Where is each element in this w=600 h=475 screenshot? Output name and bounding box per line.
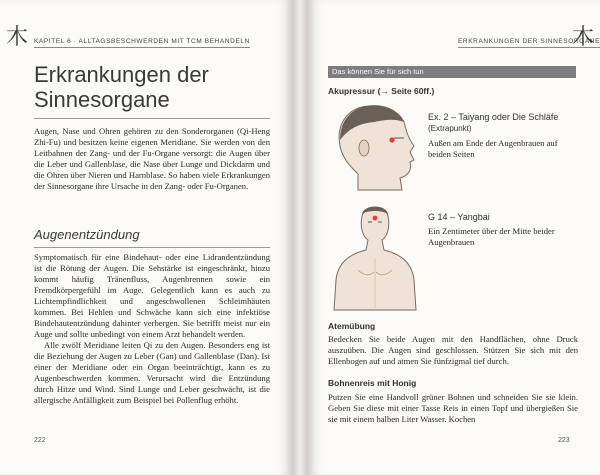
page-number: 222 xyxy=(34,437,46,444)
subheading-rule xyxy=(34,247,270,248)
running-header: ERKRANKUNGEN DER SINNESORGANE xyxy=(458,38,600,48)
point-1-description: Außen am Ende der Augenbrauen auf beiden Seiten xyxy=(428,138,558,159)
paragraph-2: Symptomatisch für eine Bindehaut- oder eine Lidrandentzündung ist die Rötung der Augen. Die Sehstärke ist eingeschränkt, hinzu kommt häufig Tränenfluss, Augenbrennen sowie ein Fremdkörpergefühl im Auge. Gelegentlich kann es auch zu Lichtempfindlichkeit und angeschwollenen Schleimhäuten kommen. Bei Hehlen und Schwäche kann sich eine infektiöse Bindehautentzündung dahinter verbergen. Sie betrifft meist nur ein Auge und sollte unbedingt von einem Arzt behandelt werden. xyxy=(34,252,270,339)
torso-front-icon xyxy=(328,200,423,312)
chinese-glyph-icon: 木 xyxy=(572,25,595,50)
title-rule xyxy=(34,118,270,119)
taiyang-point-marker xyxy=(389,137,394,142)
point-2-description: Ein Zentimeter über der Mitte beider Augenbrauen xyxy=(428,226,555,247)
chinese-glyph-icon: 木 xyxy=(6,25,29,50)
paragraph-3: Alle zwölf Meridiane leiten Qi zu den Augen. Besonders eng ist die Beziehung der Augen zu Leber (Gan) und Gallenblase (Dan). Ist einer der Meridiane oder ein Organ beeinträchtigt, kann es zu Augenbeschwerden kommen. Verursacht wird die Entzündung durch Hitze und Wind. Sind Lunge und Leber geschwächt, ist die allergische Anfälligkeit zum Beispiel bei Pollenflug erhöht. xyxy=(34,340,270,405)
right-page xyxy=(308,0,600,475)
intro-paragraph xyxy=(34,126,270,192)
subheading: Augenentzündung xyxy=(34,227,140,242)
running-header: KAPITEL 6 · ALLTAGSBESCHWERDEN MIT TCM BEHANDELN xyxy=(34,38,250,48)
body-text xyxy=(34,252,270,406)
title-line-2: Sinnesorgane xyxy=(34,87,170,112)
section-bohnenreis: Bohnenreis mit Honig xyxy=(328,378,417,388)
section-atemuebung: Atemübung xyxy=(328,321,376,331)
paragraph-1: Augen, Nase und Ohren gehören zu den Sonderorganen (Qi-Heng Zhi-Fu) und besitzen keine eigenen Meridiane. Sie werden von den Leitbahnen der Zang- und der Fu-Organe versorgt: die Augen über die Leber und Gallenblase, die Nase über Lunge und Dickdarm und die Ohren über Nieren und Harnblase. So haben viele Erkrankungen der Sinnesorgane ihre Ursache in den Zang- oder Fu-Organen. xyxy=(34,126,270,191)
atem-text: Bedecken Sie beide Augen mit den Handflächen, ohne Druck auszuüben. Die Augen sind geschlossen. Stützen Sie sich mit den Ellenbogen auf und atmen Sie fünfzigmal tief durch. xyxy=(328,334,578,366)
point-1-title xyxy=(428,112,558,134)
bohnen-text: Putzen Sie eine Handvoll grüner Bohnen und schneiden Sie sie klein. Geben Sie diese mit einer Tasse Reis in einen Topf und übergießen Sie sie mit einem halben Liter Wasser. Kochen xyxy=(328,392,578,424)
section-akupressur: Akupressur (→ Seite 60ff.) xyxy=(328,86,435,96)
point-1-subtitle: (Extrapunkt) xyxy=(428,124,472,133)
tip-banner: Das können Sie für sich tun xyxy=(328,66,576,78)
point-1-name: Ex. 2 – Taiyang oder Die Schläfe xyxy=(428,112,559,122)
book-gutter xyxy=(292,0,308,475)
page-title xyxy=(34,62,209,112)
point-2-title: G 14 – Yangbai xyxy=(428,212,490,222)
yangbai-point-marker xyxy=(373,216,378,221)
left-page xyxy=(0,0,292,475)
head-profile-icon xyxy=(328,100,423,192)
page-number: 223 xyxy=(558,437,570,444)
title-line-1: Erkrankungen der xyxy=(34,62,209,87)
